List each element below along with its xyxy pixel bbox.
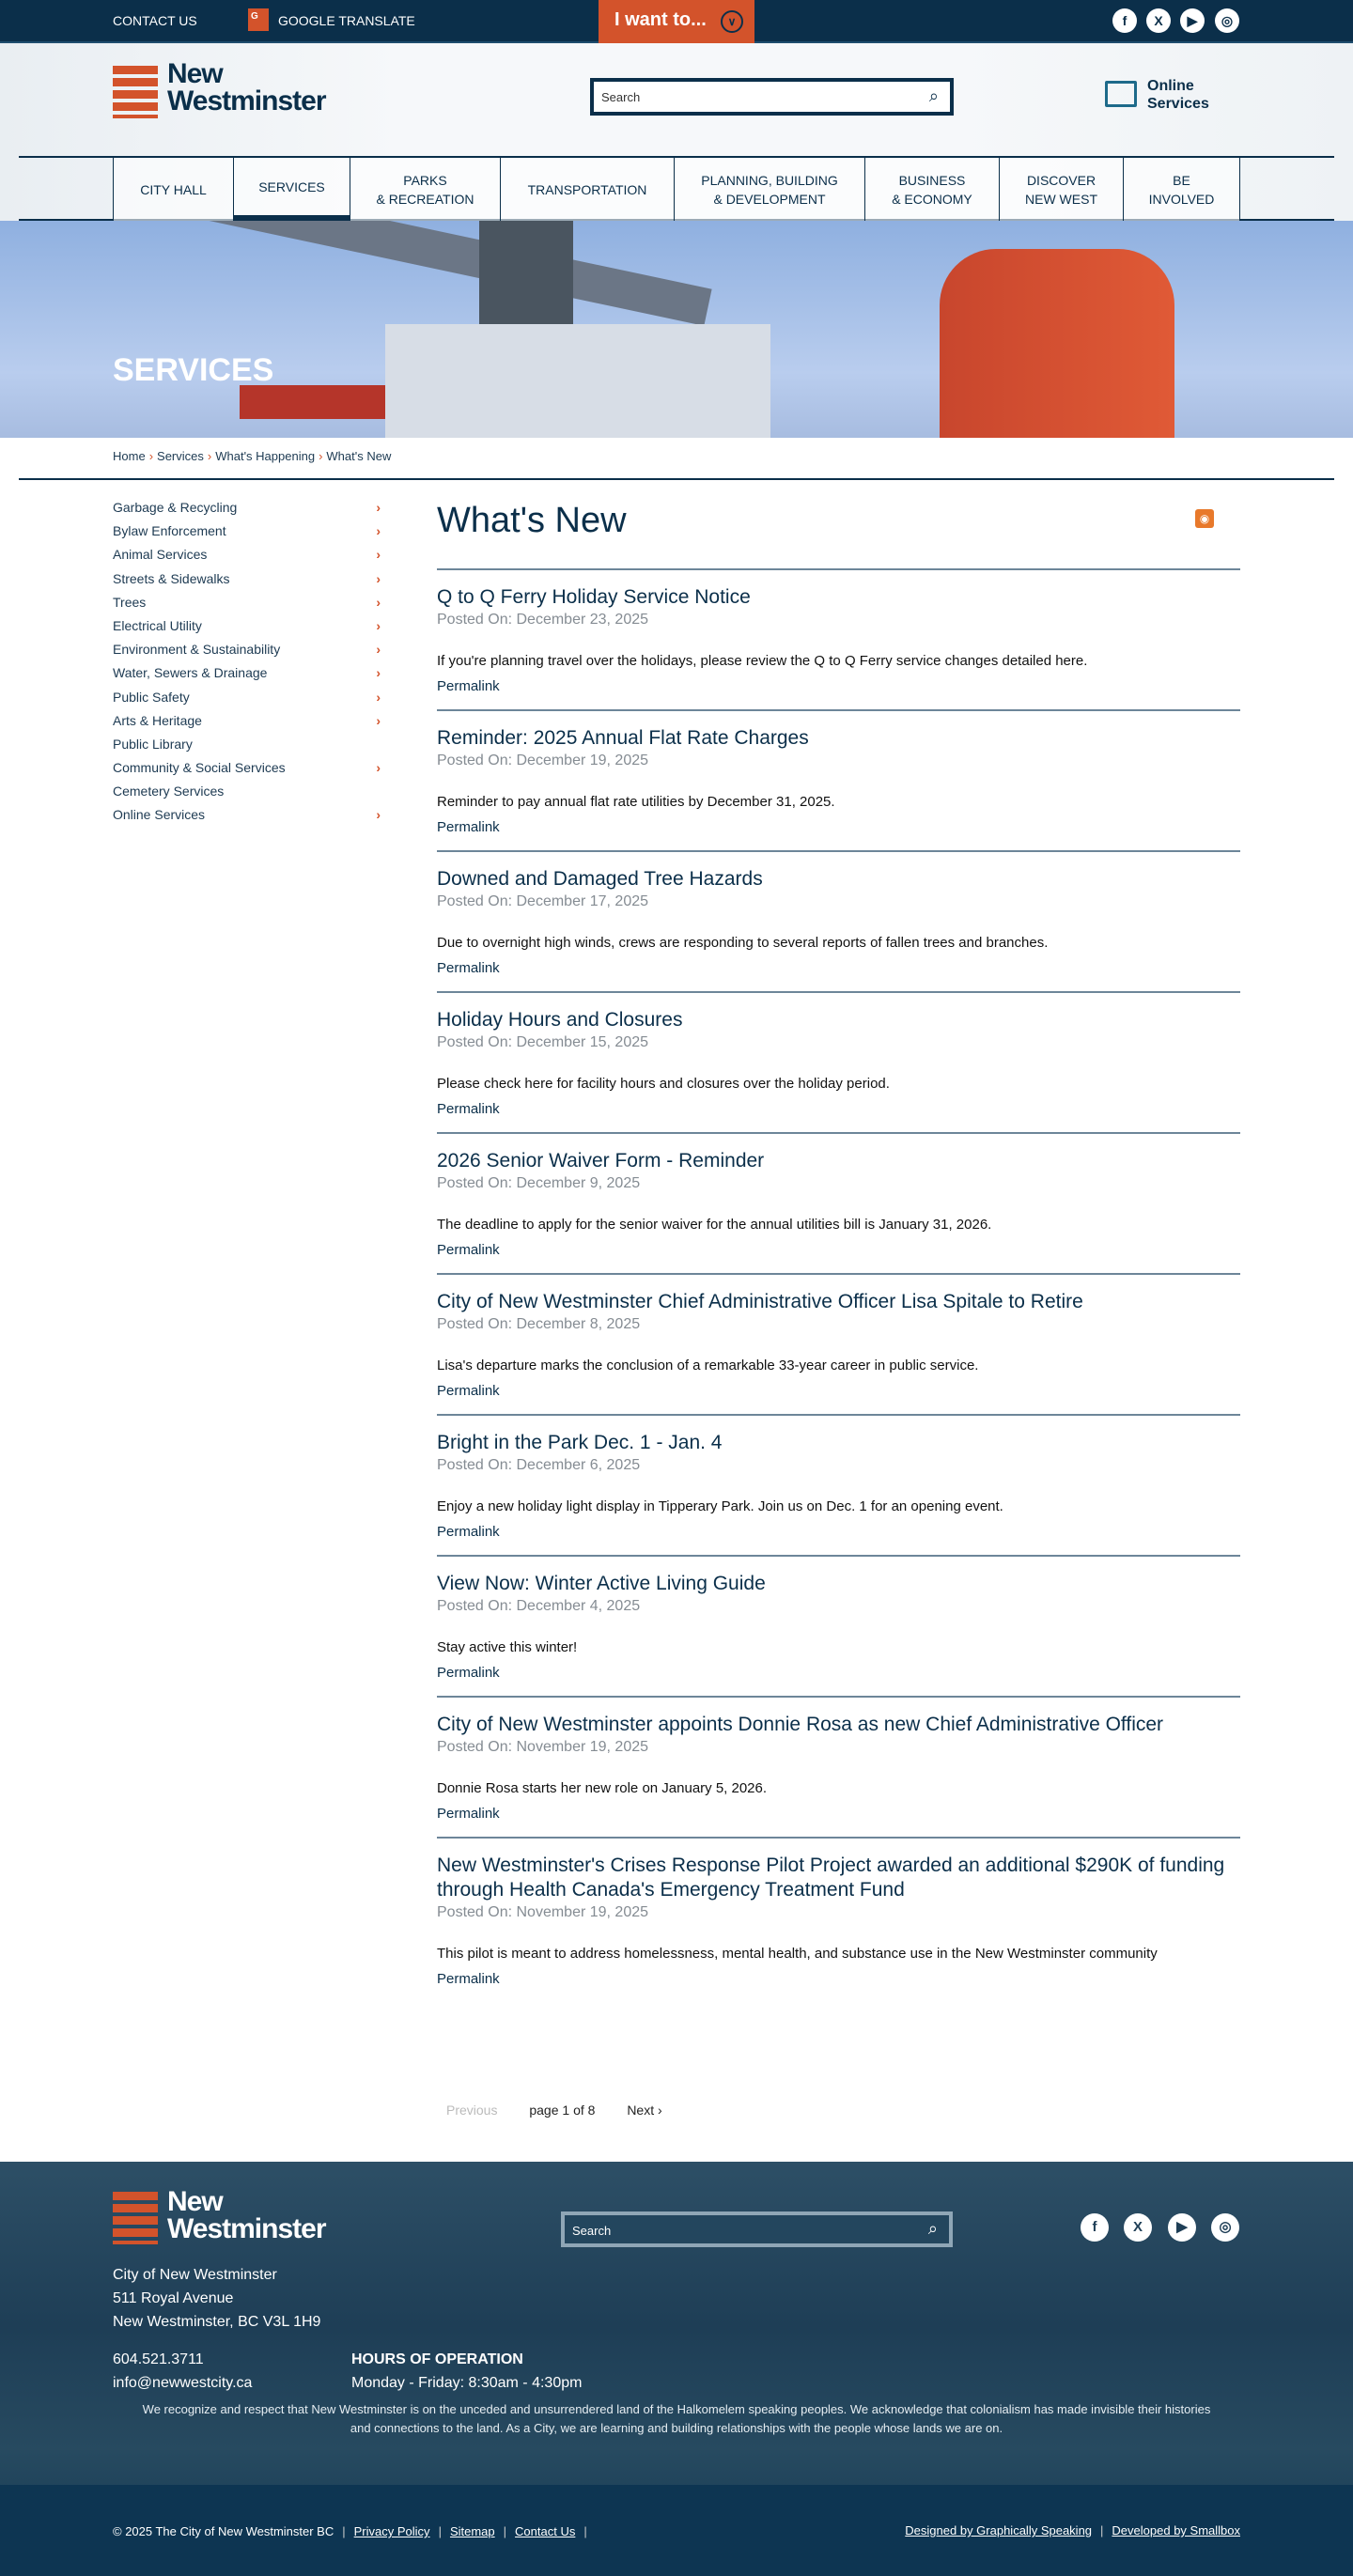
contact-us-footer-link[interactable]: Contact Us: [515, 2524, 576, 2538]
logo-line-2: Westminster: [167, 2213, 326, 2244]
hero-title: SERVICES: [113, 352, 274, 388]
article-date: Posted On: November 19, 2025: [437, 1904, 649, 1920]
permalink[interactable]: Permalink: [437, 1971, 500, 1987]
article-item: [437, 568, 1240, 709]
chevron-right-icon: ›: [148, 449, 154, 463]
article-summary: Lisa's departure marks the conclusion of a remarkable 33-year career in public service.: [437, 1358, 979, 1373]
article-item: [437, 709, 1240, 850]
nav-discover-new-west[interactable]: DISCOVER NEW WEST: [999, 158, 1123, 221]
sidebar-item[interactable]: [113, 665, 381, 689]
search-placeholder: Search: [601, 90, 641, 104]
article-date: Posted On: December 8, 2025: [437, 1316, 641, 1332]
article-item: [437, 1414, 1240, 1555]
sidebar-item[interactable]: [113, 713, 381, 737]
x-twitter-icon[interactable]: X: [1124, 2213, 1152, 2242]
article-item: [437, 991, 1240, 1132]
hero-image-boom: [240, 385, 390, 419]
computer-list-icon: [1105, 81, 1137, 107]
sidebar-item[interactable]: [113, 547, 381, 570]
sidebar-item-label: Streets & Sidewalks: [113, 570, 230, 586]
nav-planning-building[interactable]: PLANNING, BUILDING & DEVELOPMENT: [674, 158, 864, 221]
main-nav: [19, 156, 1334, 221]
google-translate-icon[interactable]: G: [248, 8, 269, 31]
article-title-link[interactable]: Reminder: 2025 Annual Flat Rate Charges: [437, 727, 809, 749]
article-date: Posted On: December 23, 2025: [437, 612, 649, 628]
sidebar-item-label: Trees: [113, 594, 147, 610]
youtube-icon[interactable]: ▶: [1180, 8, 1205, 33]
article-item: [437, 850, 1240, 991]
chevron-right-icon: ›: [207, 449, 212, 463]
logo-mark-icon: [113, 66, 158, 118]
hero-image-equipment: [385, 324, 770, 438]
article-summary: This pilot is meant to address homelessness, mental health, and substance use in the New Westminster community: [437, 1946, 1158, 1962]
address-line: New Westminster, BC V3L 1H9: [113, 2314, 321, 2330]
nav-city-hall[interactable]: CITY HALL: [113, 158, 233, 221]
article-date: Posted On: December 15, 2025: [437, 1034, 649, 1050]
breadcrumb-current: What's New: [326, 449, 392, 463]
sidebar-item[interactable]: [113, 760, 381, 784]
pagination: [446, 2103, 662, 2118]
sidebar-item[interactable]: [113, 595, 381, 618]
permalink[interactable]: Permalink: [437, 1806, 500, 1822]
hero-image-worker: [940, 249, 1174, 438]
footer-search-input[interactable]: [561, 2211, 953, 2247]
footer-contact: [113, 2348, 252, 2395]
chevron-right-icon: ›: [376, 594, 381, 610]
chevron-right-icon: ›: [376, 523, 381, 539]
address-line: 511 Royal Avenue: [113, 2290, 234, 2306]
i-want-to-label: I want to...: [614, 9, 707, 30]
chevron-right-icon: ›: [376, 665, 381, 681]
article-title-link[interactable]: Holiday Hours and Closures: [437, 1009, 683, 1031]
chevron-right-icon: ›: [376, 547, 381, 563]
hours-text: Monday - Friday: 8:30am - 4:30pm: [351, 2375, 583, 2391]
sidebar-item-label: Animal Services: [113, 547, 208, 563]
hero-image-arm: [152, 221, 711, 326]
page-indicator: page 1 of 8: [529, 2103, 596, 2118]
email-link[interactable]: info@newwestcity.ca: [113, 2375, 253, 2391]
permalink[interactable]: Permalink: [437, 1242, 500, 1258]
article-summary: Donnie Rosa starts her new role on January 5, 2026.: [437, 1780, 768, 1796]
sidebar-item[interactable]: [113, 737, 381, 760]
sidebar-item[interactable]: [113, 690, 381, 713]
hero-banner: [0, 221, 1353, 438]
sidebar-item-label: Electrical Utility: [113, 617, 202, 633]
article-title-link[interactable]: View Now: Winter Active Living Guide: [437, 1573, 766, 1594]
developer-credit-link[interactable]: Developed by Smallbox: [1112, 2523, 1240, 2537]
article-summary: Stay active this winter!: [437, 1639, 578, 1655]
article-date: Posted On: December 17, 2025: [437, 893, 649, 909]
sidebar-item-label: Environment & Sustainability: [113, 642, 281, 658]
permalink[interactable]: Permalink: [437, 1383, 500, 1399]
article-date: Posted On: December 19, 2025: [437, 753, 649, 768]
previous-button: Previous: [446, 2103, 498, 2118]
sidebar-item[interactable]: [113, 571, 381, 595]
article-title-link[interactable]: 2026 Senior Waiver Form - Reminder: [437, 1150, 765, 1172]
sidebar-nav: [113, 500, 381, 831]
rss-icon[interactable]: ◉: [1195, 509, 1214, 528]
nav-services[interactable]: SERVICES: [233, 158, 350, 221]
permalink[interactable]: Permalink: [437, 1665, 500, 1681]
article-title-link[interactable]: Downed and Damaged Tree Hazards: [437, 868, 763, 890]
article-item: [437, 1555, 1240, 1696]
logo-line-1: New: [167, 58, 223, 89]
i-want-to-dropdown[interactable]: [599, 0, 754, 43]
article-item: [437, 1837, 1240, 2002]
search-input[interactable]: [590, 78, 954, 116]
x-twitter-icon[interactable]: X: [1146, 8, 1171, 33]
article-date: Posted On: December 9, 2025: [437, 1175, 641, 1191]
sidebar-item-label: Garbage & Recycling: [113, 500, 238, 515]
article-title-link[interactable]: New Westminster's Crises Response Pilot Project awarded an additional $290K of funding through Health Canada's Emergency Treatment Fund: [437, 1854, 1225, 1901]
sidebar-item-label: Water, Sewers & Drainage: [113, 665, 268, 681]
breadcrumb-services[interactable]: Services: [157, 449, 204, 463]
article-summary: If you're planning travel over the holidays, please review the Q to Q Ferry service changes detailed here.: [437, 653, 1088, 669]
article-summary: The deadline to apply for the senior waiver for the annual utilities bill is January 31, 2026.: [437, 1217, 992, 1233]
article-summary: Due to overnight high winds, crews are responding to several reports of fallen trees and branches.: [437, 935, 1049, 951]
footer-hours: [351, 2348, 582, 2395]
chevron-right-icon: ›: [376, 760, 381, 776]
nav-parks-recreation[interactable]: PARKS & RECREATION: [350, 158, 500, 221]
breadcrumb-home[interactable]: Home: [113, 449, 146, 463]
sidebar-item[interactable]: [113, 618, 381, 642]
hours-title: HOURS OF OPERATION: [351, 2351, 523, 2367]
sidebar-item-label: Arts & Heritage: [113, 712, 202, 728]
permalink[interactable]: Permalink: [437, 819, 500, 835]
chevron-right-icon: ›: [376, 689, 381, 705]
chevron-right-icon: ›: [376, 807, 381, 823]
permalink[interactable]: Permalink: [437, 678, 500, 694]
main-content: [437, 498, 1240, 2002]
search-icon[interactable]: ⌕: [928, 86, 939, 105]
article-title-link[interactable]: Bright in the Park Dec. 1 - Jan. 4: [437, 1432, 723, 1453]
footer-legal: © 2025 The City of New Westminster BC | Privacy Policy | Sitemap | Contact Us |: [113, 2524, 587, 2538]
logo-line-2: Westminster: [167, 85, 326, 116]
divider: [19, 478, 1334, 480]
article-summary: Reminder to pay annual flat rate utilities by December 31, 2025.: [437, 794, 835, 810]
article-summary: Enjoy a new holiday light display in Tipperary Park. Join us on Dec. 1 for an opening event.: [437, 1498, 1003, 1514]
breadcrumb: [113, 449, 391, 463]
instagram-icon[interactable]: ◎: [1215, 8, 1239, 33]
nav-transportation[interactable]: TRANSPORTATION: [500, 158, 674, 221]
article-date: Posted On: December 6, 2025: [437, 1457, 641, 1473]
chevron-right-icon: ›: [376, 617, 381, 633]
breadcrumb-whats-happening[interactable]: What's Happening: [215, 449, 316, 463]
land-acknowledgement: We recognize and respect that New Westminster is on the unceded and unsurrendered land of the Halkomelem speaking peoples. We acknowledge that colonialism has made invisible their histories and connections to the land. As a City, we are learning and building relationships with the people whose lands we are on.: [142, 2402, 1211, 2435]
sidebar-item[interactable]: [113, 807, 381, 830]
site-footer: [0, 2162, 1353, 2576]
sidebar-item-label: Community & Social Services: [113, 760, 286, 776]
search-placeholder: Search: [572, 2224, 612, 2238]
logo-wordmark: [167, 2188, 374, 2242]
nav-business-economy[interactable]: BUSINESS & ECONOMY: [864, 158, 999, 221]
article-date: Posted On: November 19, 2025: [437, 1739, 649, 1755]
article-title-link[interactable]: Q to Q Ferry Holiday Service Notice: [437, 586, 751, 608]
footer-credits: Designed by Graphically Speaking | Developed by Smallbox: [905, 2523, 1240, 2537]
sidebar-item-label: Public Safety: [113, 689, 190, 705]
permalink[interactable]: Permalink: [437, 1101, 500, 1117]
article-title-link[interactable]: City of New Westminster Chief Administrative Officer Lisa Spitale to Retire: [437, 1291, 1083, 1312]
google-translate-link[interactable]: GOOGLE TRANSLATE: [278, 13, 415, 28]
sidebar-item-label: Online Services: [113, 807, 206, 823]
article-summary: Please check here for facility hours and closures over the holiday period.: [437, 1076, 890, 1092]
article-date: Posted On: December 4, 2025: [437, 1598, 641, 1614]
facebook-icon[interactable]: f: [1081, 2213, 1109, 2242]
article-title-link[interactable]: City of New Westminster appoints Donnie Rosa as new Chief Administrative Officer: [437, 1714, 1164, 1735]
instagram-icon[interactable]: ◎: [1211, 2213, 1239, 2242]
sidebar-item[interactable]: [113, 784, 381, 807]
nav-be-involved[interactable]: BE INVOLVED: [1123, 158, 1240, 221]
privacy-policy-link[interactable]: Privacy Policy: [353, 2524, 430, 2538]
chevron-right-icon: ›: [376, 712, 381, 728]
sidebar-item-label: Public Library: [113, 736, 193, 752]
logo-line-1: New: [167, 2186, 223, 2217]
designer-credit-link[interactable]: Designed by Graphically Speaking: [905, 2523, 1093, 2537]
sidebar-item-label: Cemetery Services: [113, 784, 225, 799]
article-item: [437, 1132, 1240, 1273]
logo-wordmark: [167, 60, 326, 115]
sidebar-item-label: Bylaw Enforcement: [113, 523, 226, 539]
chevron-right-icon: ›: [376, 642, 381, 658]
permalink[interactable]: Permalink: [437, 960, 500, 976]
facebook-icon[interactable]: f: [1112, 8, 1137, 33]
top-bar: [0, 0, 1353, 43]
online-services-label: Online Services: [1147, 78, 1209, 112]
logo-mark-icon: [113, 2192, 158, 2244]
chevron-right-icon: ›: [376, 570, 381, 586]
sidebar-item[interactable]: [113, 523, 381, 547]
youtube-icon[interactable]: ▶: [1168, 2213, 1196, 2242]
search-icon[interactable]: ⌕: [927, 2219, 938, 2238]
contact-us-link[interactable]: CONTACT US: [113, 13, 197, 28]
chevron-down-icon: ∨: [721, 10, 743, 33]
permalink[interactable]: Permalink: [437, 1524, 500, 1540]
footer-address: [113, 2263, 320, 2334]
phone-link[interactable]: 604.521.3711: [113, 2351, 204, 2367]
page-title: What's New: [437, 501, 627, 540]
sidebar-item[interactable]: [113, 500, 381, 523]
chevron-right-icon: ›: [319, 449, 323, 463]
address-line: City of New Westminster: [113, 2267, 277, 2283]
sidebar-item[interactable]: [113, 642, 381, 665]
chevron-right-icon: ›: [376, 500, 381, 515]
copyright: © 2025 The City of New Westminster BC: [113, 2524, 334, 2538]
article-item: [437, 1273, 1240, 1414]
article-list: [437, 568, 1240, 2002]
article-item: [437, 1696, 1240, 1837]
next-button[interactable]: Next ›: [627, 2103, 662, 2118]
sitemap-link[interactable]: Sitemap: [449, 2524, 495, 2538]
